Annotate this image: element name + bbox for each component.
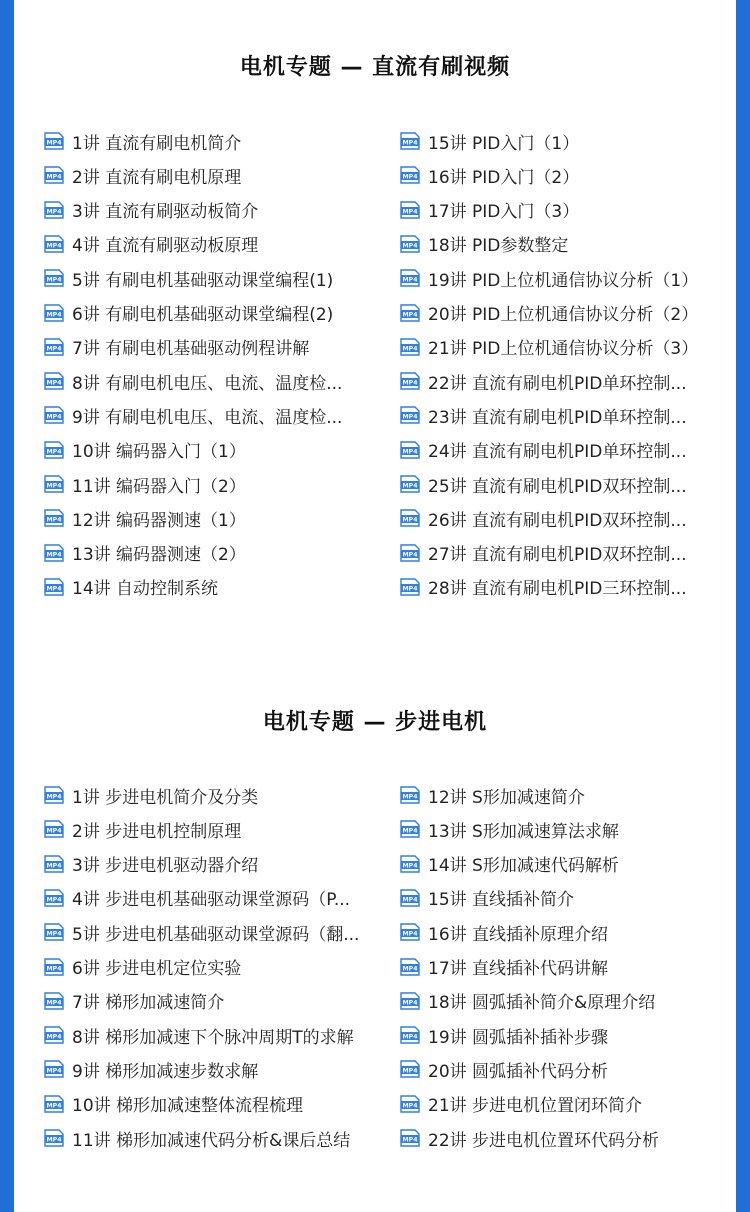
svg-text:MP4: MP4 — [402, 862, 418, 870]
mp4-file-icon — [44, 441, 64, 459]
lecture-item[interactable] — [400, 1052, 720, 1086]
mp4-file-icon — [44, 304, 64, 322]
svg-text:MP4: MP4 — [46, 1136, 62, 1144]
mp4-file-icon — [400, 304, 420, 322]
lecture-title: 3讲 直流有刷驱动板简介 — [72, 202, 259, 223]
mp4-file-icon — [44, 406, 64, 424]
lecture-title: 16讲 PID入门（2） — [428, 167, 580, 188]
svg-text:MP4: MP4 — [402, 827, 418, 835]
lecture-title: 16讲 直线插补原理介绍 — [428, 924, 609, 945]
mp4-file-icon — [44, 992, 64, 1010]
svg-text:MP4: MP4 — [46, 516, 62, 524]
lecture-title: 20讲 圆弧插补代码分析 — [428, 1061, 609, 1082]
svg-text:MP4: MP4 — [46, 482, 62, 490]
lecture-item[interactable] — [44, 1121, 364, 1155]
svg-text:MP4: MP4 — [402, 1136, 418, 1144]
svg-text:MP4: MP4 — [402, 896, 418, 904]
mp4-file-icon — [400, 820, 420, 838]
section-title: 电机专题 — 直流有刷视频 — [239, 55, 511, 80]
lecture-title: 18讲 PID参数整定 — [428, 236, 569, 257]
svg-text:MP4: MP4 — [46, 1067, 62, 1075]
mp4-file-icon — [400, 372, 420, 390]
svg-text:MP4: MP4 — [402, 379, 418, 387]
svg-text:MP4: MP4 — [46, 173, 62, 181]
lecture-item[interactable] — [400, 330, 720, 364]
lecture-item[interactable] — [400, 364, 720, 398]
lecture-title: 4讲 步进电机基础驱动课堂源码（P... — [72, 890, 351, 911]
mp4-file-icon — [400, 166, 420, 184]
lecture-item[interactable] — [44, 467, 364, 501]
svg-text:MP4: MP4 — [46, 585, 62, 593]
lecture-item[interactable] — [400, 158, 720, 192]
lecture-item[interactable] — [44, 984, 364, 1018]
svg-text:MP4: MP4 — [46, 551, 62, 559]
lecture-item[interactable] — [400, 570, 720, 604]
lecture-title: 15讲 直线插补简介 — [428, 890, 575, 911]
mp4-file-icon — [44, 1060, 64, 1078]
svg-text:MP4: MP4 — [46, 208, 62, 216]
svg-text:MP4: MP4 — [402, 173, 418, 181]
lecture-title: 8讲 有刷电机电压、电流、温度检... — [72, 373, 343, 394]
svg-text:MP4: MP4 — [402, 139, 418, 147]
lecture-item[interactable] — [400, 467, 720, 501]
lecture-item[interactable] — [44, 1018, 364, 1052]
lecture-item[interactable] — [400, 915, 720, 949]
lecture-title: 12讲 S形加减速简介 — [428, 787, 585, 808]
svg-text:MP4: MP4 — [46, 276, 62, 284]
lecture-title: 26讲 直流有刷电机PID双环控制... — [428, 510, 687, 531]
mp4-file-icon — [400, 855, 420, 873]
svg-text:MP4: MP4 — [46, 413, 62, 421]
lecture-item[interactable] — [400, 193, 720, 227]
svg-text:MP4: MP4 — [402, 551, 418, 559]
svg-text:MP4: MP4 — [46, 345, 62, 353]
lecture-title: 10讲 编码器入门（1） — [72, 442, 246, 463]
lecture-title: 11讲 梯形加减速代码分析&课后总结 — [72, 1130, 351, 1151]
lecture-item[interactable] — [44, 124, 364, 158]
svg-text:MP4: MP4 — [46, 311, 62, 319]
svg-text:MP4: MP4 — [46, 139, 62, 147]
lecture-title: 11讲 编码器入门（2） — [72, 476, 246, 497]
lecture-item[interactable] — [44, 158, 364, 192]
lecture-title: 7讲 梯形加减速简介 — [72, 993, 225, 1014]
lecture-item[interactable] — [400, 1087, 720, 1121]
svg-text:MP4: MP4 — [46, 930, 62, 938]
lecture-item[interactable] — [400, 433, 720, 467]
lecture-title: 14讲 自动控制系统 — [72, 579, 219, 600]
mp4-file-icon — [400, 1026, 420, 1044]
svg-text:MP4: MP4 — [46, 242, 62, 250]
lecture-item[interactable] — [44, 1052, 364, 1086]
svg-text:MP4: MP4 — [46, 379, 62, 387]
lecture-title: 7讲 有刷电机基础驱动例程讲解 — [72, 339, 310, 360]
lecture-title: 24讲 直流有刷电机PID单环控制... — [428, 442, 687, 463]
lecture-title: 12讲 编码器测速（1） — [72, 510, 246, 531]
svg-text:MP4: MP4 — [402, 276, 418, 284]
mp4-file-icon — [44, 923, 64, 941]
lecture-title: 17讲 PID入门（3） — [428, 202, 580, 223]
lecture-title: 21讲 步进电机位置闭环简介 — [428, 1096, 643, 1117]
lecture-title: 6讲 有刷电机基础驱动课堂编程(2) — [72, 305, 334, 325]
lecture-item[interactable] — [44, 364, 364, 398]
mp4-file-icon — [400, 786, 420, 804]
mp4-file-icon — [44, 235, 64, 253]
lecture-item[interactable] — [44, 881, 364, 915]
mp4-file-icon — [44, 958, 64, 976]
lecture-item[interactable] — [400, 296, 720, 330]
lecture-item[interactable] — [44, 261, 364, 295]
lecture-item[interactable] — [44, 778, 364, 812]
mp4-file-icon — [44, 201, 64, 219]
mp4-file-icon — [400, 889, 420, 907]
lecture-item[interactable] — [400, 1121, 720, 1155]
lecture-title: 23讲 直流有刷电机PID单环控制... — [428, 407, 687, 428]
lecture-item[interactable] — [400, 501, 720, 535]
mp4-file-icon — [44, 475, 64, 493]
lecture-item[interactable] — [44, 536, 364, 570]
lecture-title: 22讲 直流有刷电机PID单环控制... — [428, 373, 687, 394]
mp4-file-icon — [44, 372, 64, 390]
svg-text:MP4: MP4 — [402, 965, 418, 973]
lecture-item[interactable] — [44, 1087, 364, 1121]
mp4-file-icon — [400, 235, 420, 253]
lecture-title: 28讲 直流有刷电机PID三环控制... — [428, 579, 687, 600]
mp4-file-icon — [400, 923, 420, 941]
mp4-file-icon — [400, 132, 420, 150]
lecture-title: 10讲 梯形加减速整体流程梳理 — [72, 1096, 304, 1117]
mp4-file-icon — [400, 1129, 420, 1147]
mp4-file-icon — [400, 338, 420, 356]
svg-text:MP4: MP4 — [402, 1067, 418, 1075]
lecture-item[interactable] — [400, 124, 720, 158]
lecture-title: 5讲 步进电机基础驱动课堂源码（翻... — [72, 924, 360, 945]
svg-text:MP4: MP4 — [46, 896, 62, 904]
svg-text:MP4: MP4 — [46, 793, 62, 801]
lecture-title: 17讲 直线插补代码讲解 — [428, 959, 609, 979]
lecture-item[interactable] — [44, 812, 364, 846]
mp4-file-icon — [44, 1095, 64, 1113]
lecture-title: 22讲 步进电机位置环代码分析 — [428, 1130, 660, 1151]
svg-text:MP4: MP4 — [402, 1102, 418, 1110]
lecture-item[interactable] — [400, 398, 720, 432]
lecture-item[interactable] — [44, 398, 364, 432]
svg-text:MP4: MP4 — [46, 1102, 62, 1110]
lecture-title: 9讲 梯形加减速步数求解 — [72, 1061, 259, 1082]
lecture-title: 3讲 步进电机驱动器介绍 — [72, 856, 259, 877]
svg-text:MP4: MP4 — [402, 793, 418, 801]
mp4-file-icon — [400, 201, 420, 219]
lecture-item[interactable] — [44, 296, 364, 330]
lecture-item[interactable] — [44, 915, 364, 949]
lecture-item[interactable] — [44, 847, 364, 881]
svg-text:MP4: MP4 — [46, 999, 62, 1007]
lecture-title: 13讲 编码器测速（2） — [72, 545, 246, 566]
mp4-file-icon — [44, 786, 64, 804]
mp4-file-icon — [400, 475, 420, 493]
mp4-file-icon — [44, 889, 64, 907]
svg-text:MP4: MP4 — [402, 448, 418, 456]
svg-text:MP4: MP4 — [46, 448, 62, 456]
mp4-file-icon — [400, 992, 420, 1010]
svg-text:MP4: MP4 — [46, 965, 62, 973]
lecture-title: 20讲 PID上位机通信协议分析（2） — [428, 305, 699, 325]
mp4-file-icon — [400, 441, 420, 459]
svg-text:MP4: MP4 — [402, 482, 418, 490]
mp4-file-icon — [44, 1129, 64, 1147]
svg-text:MP4: MP4 — [402, 413, 418, 421]
lecture-item[interactable] — [44, 950, 364, 984]
mp4-file-icon — [400, 406, 420, 424]
section-title: 电机专题 — 步进电机 — [262, 710, 488, 735]
svg-text:MP4: MP4 — [46, 1033, 62, 1041]
mp4-file-icon — [44, 166, 64, 184]
lecture-title: 21讲 PID上位机通信协议分析（3） — [428, 339, 699, 360]
lecture-item[interactable] — [400, 227, 720, 261]
mp4-file-icon — [400, 958, 420, 976]
lecture-item[interactable] — [400, 950, 720, 984]
lecture-title: 8讲 梯形加减速下个脉冲周期T的求解 — [72, 1027, 354, 1048]
lecture-item[interactable] — [400, 881, 720, 915]
lecture-title: 4讲 直流有刷驱动板原理 — [72, 236, 259, 257]
svg-text:MP4: MP4 — [402, 999, 418, 1007]
mp4-file-icon — [400, 1060, 420, 1078]
lecture-title: 2讲 步进电机控制原理 — [72, 821, 242, 842]
lecture-item[interactable] — [44, 193, 364, 227]
svg-text:MP4: MP4 — [46, 827, 62, 835]
lecture-title: 25讲 直流有刷电机PID双环控制... — [428, 476, 687, 497]
svg-text:MP4: MP4 — [46, 862, 62, 870]
lecture-item[interactable] — [44, 501, 364, 535]
mp4-file-icon — [44, 269, 64, 287]
mp4-file-icon — [44, 338, 64, 356]
svg-text:MP4: MP4 — [402, 345, 418, 353]
lecture-title: 13讲 S形加减速算法求解 — [428, 821, 619, 842]
mp4-file-icon — [400, 578, 420, 596]
mp4-file-icon — [44, 132, 64, 150]
lecture-title: 2讲 直流有刷电机原理 — [72, 167, 242, 188]
svg-text:MP4: MP4 — [402, 311, 418, 319]
mp4-file-icon — [44, 1026, 64, 1044]
mp4-file-icon — [44, 855, 64, 873]
svg-text:MP4: MP4 — [402, 208, 418, 216]
lecture-title: 14讲 S形加减速代码解析 — [428, 856, 619, 877]
mp4-file-icon — [44, 820, 64, 838]
lecture-item[interactable] — [400, 1018, 720, 1052]
svg-text:MP4: MP4 — [402, 930, 418, 938]
svg-text:MP4: MP4 — [402, 516, 418, 524]
lecture-title: 18讲 圆弧插补简介&原理介绍 — [428, 993, 656, 1014]
lecture-title: 1讲 直流有刷电机简介 — [72, 133, 242, 154]
svg-text:MP4: MP4 — [402, 242, 418, 250]
lecture-title: 9讲 有刷电机电压、电流、温度检... — [72, 407, 343, 428]
svg-text:MP4: MP4 — [402, 1033, 418, 1041]
lecture-title: 15讲 PID入门（1） — [428, 133, 580, 154]
mp4-file-icon — [44, 509, 64, 527]
mp4-file-icon — [400, 269, 420, 287]
lecture-item[interactable] — [400, 778, 720, 812]
lecture-item[interactable] — [44, 433, 364, 467]
mp4-file-icon — [400, 544, 420, 562]
lecture-title: 19讲 PID上位机通信协议分析（1） — [428, 270, 699, 291]
lecture-item[interactable] — [44, 570, 364, 604]
lecture-item[interactable] — [400, 261, 720, 295]
lecture-title: 27讲 直流有刷电机PID双环控制... — [428, 545, 687, 566]
mp4-file-icon — [44, 544, 64, 562]
content-panel — [14, 0, 736, 1212]
lecture-item[interactable] — [400, 812, 720, 846]
lecture-title: 1讲 步进电机简介及分类 — [72, 787, 259, 808]
lecture-item[interactable] — [400, 847, 720, 881]
lecture-item[interactable] — [400, 536, 720, 570]
lecture-title: 5讲 有刷电机基础驱动课堂编程(1) — [72, 270, 334, 291]
lecture-item[interactable] — [44, 330, 364, 364]
svg-text:MP4: MP4 — [402, 585, 418, 593]
lecture-title: 19讲 圆弧插补插补步骤 — [428, 1027, 609, 1048]
lecture-item[interactable] — [44, 227, 364, 261]
mp4-file-icon — [400, 509, 420, 527]
lecture-item[interactable] — [400, 984, 720, 1018]
mp4-file-icon — [44, 578, 64, 596]
mp4-file-icon — [400, 1095, 420, 1113]
lecture-title: 6讲 步进电机定位实验 — [72, 959, 242, 979]
